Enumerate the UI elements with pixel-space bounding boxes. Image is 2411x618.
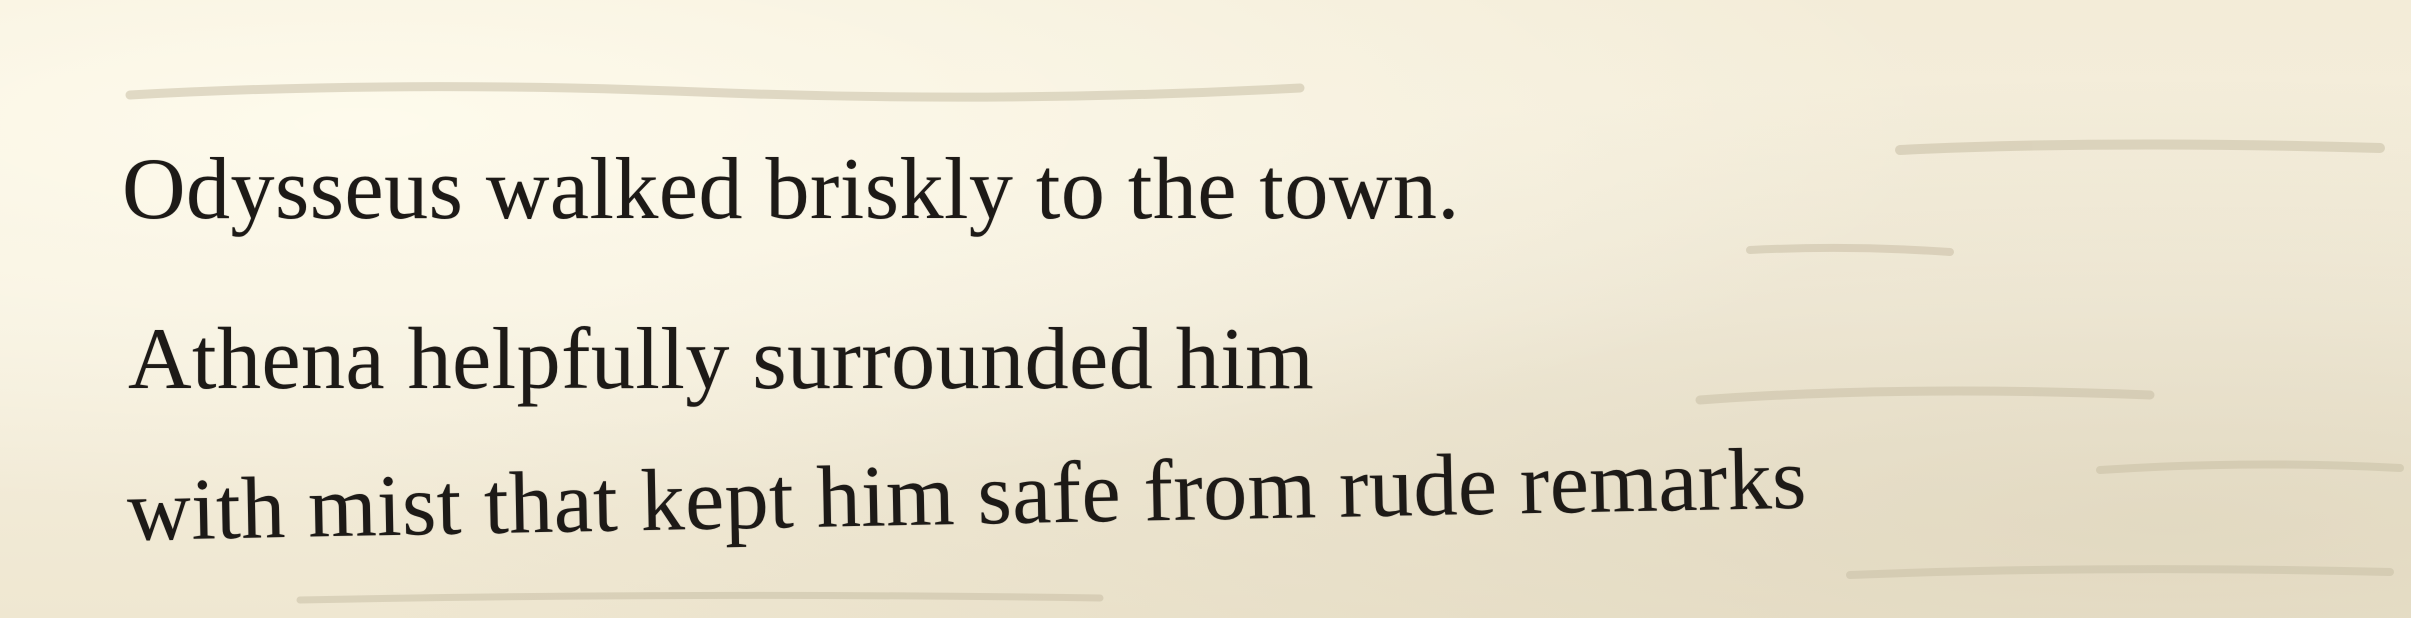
poem-line-3: with mist that kept him safe from rude remarks [126, 430, 1808, 560]
poem-line-1: Odysseus walked briskly to the town. [122, 141, 1460, 238]
poem-line-2: Athena helpfully surrounded him [128, 311, 1315, 408]
